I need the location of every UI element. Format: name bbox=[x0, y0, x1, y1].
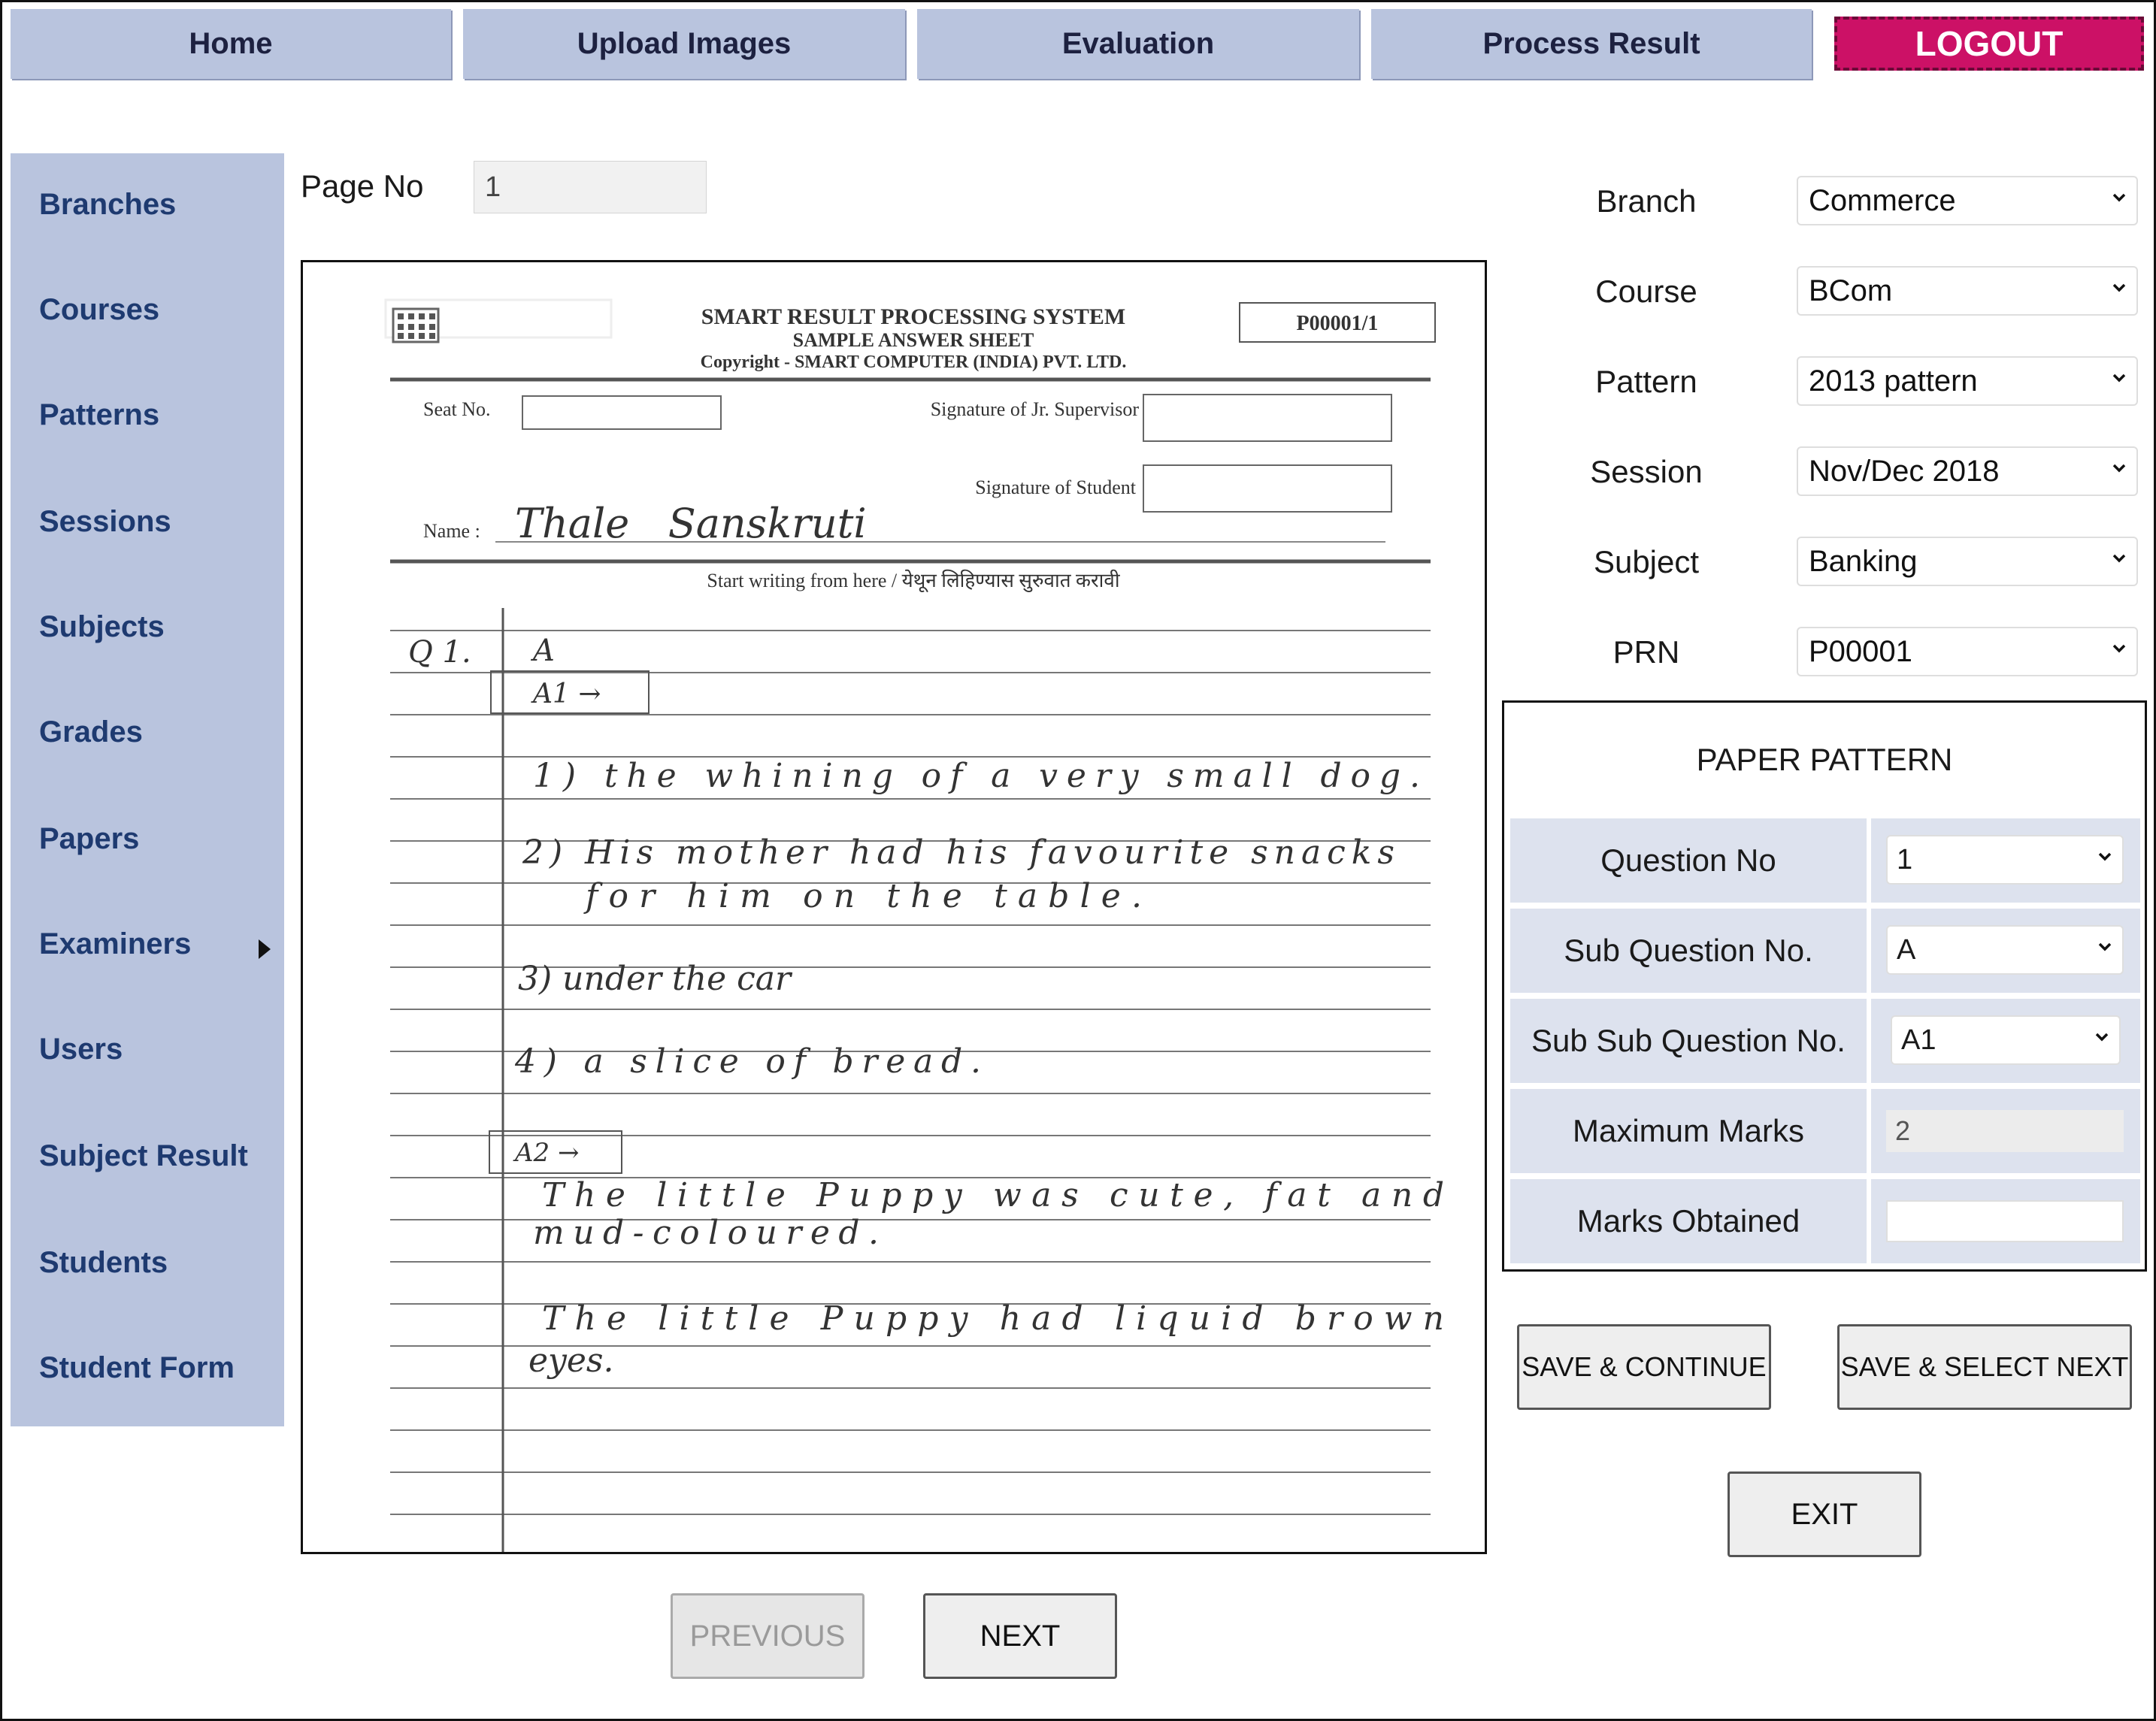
start-writing-text: Start writing from here / येथून लिहिण्यास सुरुवात करावी bbox=[707, 570, 1120, 591]
sidebar-item-subject-result[interactable]: Subject Result bbox=[39, 1139, 248, 1172]
sheet-code: P00001/1 bbox=[1296, 312, 1379, 335]
pattern-value: 2013 pattern bbox=[1809, 364, 1978, 398]
marks-obtained-label: Marks Obtained bbox=[1510, 1179, 1867, 1263]
marks-obtained-input[interactable] bbox=[1886, 1200, 2124, 1242]
sidebar-item-students[interactable]: Students bbox=[39, 1246, 168, 1279]
answer-line: for him on the table. bbox=[586, 877, 1142, 915]
previous-button[interactable]: PREVIOUS bbox=[671, 1593, 865, 1679]
sub-question-row bbox=[1510, 909, 2140, 993]
chevron-down-icon[interactable] bbox=[2112, 191, 2126, 204]
sidebar-item-sessions[interactable]: Sessions bbox=[39, 505, 171, 538]
answer-line: The little Puppy had liquid brown bbox=[542, 1299, 1444, 1338]
sidebar-item-papers[interactable]: Papers bbox=[39, 822, 140, 855]
save-select-next-button[interactable]: SAVE & SELECT NEXT bbox=[1837, 1324, 2132, 1410]
course-select[interactable] bbox=[1797, 266, 2138, 316]
subject-select[interactable] bbox=[1797, 537, 2138, 586]
max-marks-field: 2 bbox=[1886, 1110, 2124, 1152]
answer-line: A2 → bbox=[515, 1138, 580, 1168]
chevron-down-icon[interactable] bbox=[2112, 461, 2126, 475]
answer-line: eyes. bbox=[528, 1341, 614, 1380]
answer-line: Q 1. bbox=[408, 635, 471, 670]
answer-line: A bbox=[533, 634, 555, 668]
sub-question-label: Sub Question No. bbox=[1510, 909, 1867, 993]
nav-evaluation-button[interactable]: Evaluation bbox=[917, 9, 1359, 79]
sheet-subtitle: SAMPLE ANSWER SHEET bbox=[792, 329, 1034, 351]
sidebar bbox=[11, 153, 284, 1426]
logout-button[interactable]: LOGOUT bbox=[1834, 17, 2144, 71]
sidebar-item-subjects[interactable]: Subjects bbox=[39, 610, 165, 643]
max-marks-label: Maximum Marks bbox=[1510, 1089, 1867, 1173]
sub-question-select[interactable] bbox=[1886, 925, 2124, 975]
prn-label: PRN bbox=[1612, 634, 1680, 670]
sidebar-item-branches[interactable]: Branches bbox=[39, 188, 177, 221]
course-value: BCom bbox=[1809, 274, 1893, 307]
student-signature-label: Signature of Student bbox=[975, 476, 1136, 498]
sidebar-item-users[interactable]: Users bbox=[39, 1033, 123, 1066]
marks-obtained-row bbox=[1510, 1179, 2140, 1263]
sidebar-item-grades[interactable]: Grades bbox=[39, 715, 143, 749]
nav-process-result-button[interactable]: Process Result bbox=[1371, 9, 1812, 79]
question-no-label: Question No bbox=[1510, 818, 1867, 903]
paper-pattern-title: PAPER PATTERN bbox=[1696, 742, 1953, 777]
sheet-copyright: Copyright - SMART COMPUTER (INDIA) PVT. LTD. bbox=[700, 352, 1127, 372]
jr-supervisor-label: Signature of Jr. Supervisor bbox=[930, 398, 1139, 420]
pattern-label: Pattern bbox=[1595, 364, 1697, 399]
chevron-down-icon[interactable] bbox=[2112, 642, 2126, 655]
sub-sub-question-label: Sub Sub Question No. bbox=[1510, 999, 1867, 1083]
question-no-value: 1 bbox=[1897, 843, 1913, 876]
sidebar-item-student-form[interactable]: Student Form bbox=[39, 1351, 235, 1384]
page-no-label: Page No bbox=[301, 168, 424, 204]
session-select[interactable] bbox=[1797, 446, 2138, 496]
subject-value: Banking bbox=[1809, 544, 1918, 578]
answer-line: mud-coloured. bbox=[533, 1214, 879, 1252]
sidebar-item-patterns[interactable]: Patterns bbox=[39, 398, 160, 431]
sub-sub-question-row bbox=[1510, 999, 2140, 1083]
branch-value: Commerce bbox=[1809, 183, 1956, 217]
seat-no-label: Seat No. bbox=[423, 398, 491, 420]
student-name-handwritten: Thale Sanskruti bbox=[515, 500, 867, 547]
subject-label: Subject bbox=[1593, 544, 1700, 579]
prn-value: P00001 bbox=[1809, 634, 1912, 668]
chevron-down-icon[interactable] bbox=[2095, 1030, 2109, 1044]
sidebar-item-examiners[interactable]: Examiners bbox=[39, 927, 192, 960]
paper-pattern-panel bbox=[1502, 700, 2147, 1272]
pattern-select[interactable] bbox=[1797, 356, 2138, 406]
sub-sub-question-value: A1 bbox=[1901, 1024, 1936, 1056]
next-button[interactable]: NEXT bbox=[923, 1593, 1117, 1679]
branch-label: Branch bbox=[1596, 183, 1697, 219]
nav-home-button[interactable]: Home bbox=[11, 9, 451, 79]
sidebar-item-courses[interactable]: Courses bbox=[39, 293, 160, 326]
answer-line: 4) a slice of bread. bbox=[515, 1042, 981, 1081]
chevron-down-icon[interactable] bbox=[2112, 371, 2126, 385]
sheet-title: SMART RESULT PROCESSING SYSTEM bbox=[701, 304, 1126, 329]
session-value: Nov/Dec 2018 bbox=[1809, 454, 2000, 488]
sub-sub-question-select[interactable] bbox=[1891, 1015, 2121, 1065]
save-continue-button[interactable]: SAVE & CONTINUE bbox=[1517, 1324, 1771, 1410]
answer-line: 1) the whining of a very small dog. bbox=[533, 757, 1420, 795]
barcode-icon bbox=[393, 309, 438, 342]
answer-line: 3) under the car bbox=[518, 960, 791, 998]
caret-right-icon[interactable] bbox=[259, 939, 271, 959]
branch-select[interactable] bbox=[1797, 176, 2138, 225]
page-no-field[interactable]: 1 bbox=[474, 161, 707, 213]
course-label: Course bbox=[1595, 274, 1697, 309]
answer-line: The little Puppy was cute, fat and bbox=[542, 1176, 1444, 1214]
max-marks-row bbox=[1510, 1089, 2140, 1173]
sub-question-value: A bbox=[1897, 933, 1916, 966]
answer-line: A1 → bbox=[533, 679, 601, 709]
chevron-down-icon[interactable] bbox=[2112, 281, 2126, 295]
prn-select[interactable] bbox=[1797, 627, 2138, 676]
session-label: Session bbox=[1590, 454, 1703, 489]
name-label: Name : bbox=[423, 520, 480, 542]
nav-upload-images-button[interactable]: Upload Images bbox=[463, 9, 905, 79]
question-no-row bbox=[1510, 818, 2140, 903]
answer-line: 2) His mother had his favourite snacks bbox=[522, 833, 1395, 872]
answer-sheet-image bbox=[301, 260, 1487, 1554]
chevron-down-icon[interactable] bbox=[2098, 940, 2112, 954]
chevron-down-icon[interactable] bbox=[2098, 850, 2112, 864]
chevron-down-icon[interactable] bbox=[2112, 552, 2126, 565]
exit-button[interactable]: EXIT bbox=[1728, 1471, 1921, 1557]
question-no-select[interactable] bbox=[1886, 835, 2124, 885]
